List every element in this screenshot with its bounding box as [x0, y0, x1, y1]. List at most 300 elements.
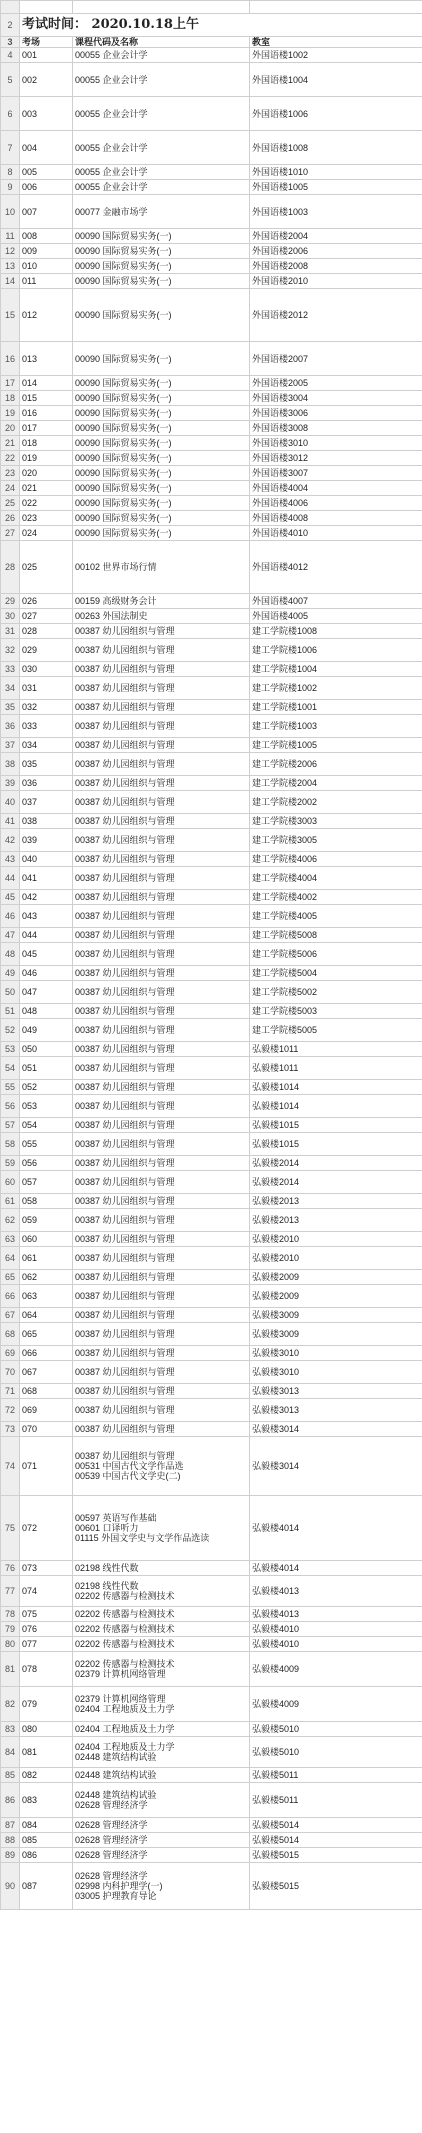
course-cell[interactable]: [73, 1783, 250, 1818]
row-number[interactable]: 70: [1, 1361, 20, 1384]
row-number[interactable]: 35: [1, 700, 20, 715]
course-cell[interactable]: [73, 526, 250, 541]
course-cell[interactable]: [73, 1637, 250, 1652]
row-number[interactable]: 10: [1, 195, 20, 229]
course-cell[interactable]: [73, 1768, 250, 1783]
room-cell[interactable]: 002: [20, 63, 73, 97]
classroom-cell[interactable]: 弘毅楼5015: [250, 1848, 422, 1863]
classroom-cell[interactable]: 弘毅楼3010: [250, 1346, 422, 1361]
room-cell[interactable]: 073: [20, 1561, 73, 1576]
classroom-cell[interactable]: 外国语楼1005: [250, 180, 422, 195]
room-cell[interactable]: 037: [20, 791, 73, 814]
room-cell[interactable]: 044: [20, 928, 73, 943]
classroom-cell[interactable]: 外国语楼3006: [250, 406, 422, 421]
row-number[interactable]: 25: [1, 496, 20, 511]
classroom-cell[interactable]: 弘毅楼3009: [250, 1323, 422, 1346]
classroom-cell[interactable]: 弘毅楼2009: [250, 1270, 422, 1285]
room-cell[interactable]: 008: [20, 229, 73, 244]
course-cell[interactable]: [73, 624, 250, 639]
course-cell[interactable]: [73, 1209, 250, 1232]
course-cell[interactable]: [73, 1622, 250, 1637]
row-number[interactable]: 47: [1, 928, 20, 943]
classroom-cell[interactable]: 外国语楼2010: [250, 274, 422, 289]
row-number[interactable]: 29: [1, 594, 20, 609]
row-number[interactable]: 12: [1, 244, 20, 259]
classroom-cell[interactable]: 弘毅楼3013: [250, 1399, 422, 1422]
course-cell[interactable]: [73, 662, 250, 677]
course-cell[interactable]: [73, 274, 250, 289]
classroom-cell[interactable]: 外国语楼3008: [250, 421, 422, 436]
row-number[interactable]: 80: [1, 1637, 20, 1652]
course-cell[interactable]: [73, 259, 250, 274]
course-cell[interactable]: [73, 1737, 250, 1768]
classroom-cell[interactable]: 弘毅楼3014: [250, 1422, 422, 1437]
classroom-cell[interactable]: 弘毅楼4013: [250, 1576, 422, 1607]
row-number[interactable]: 83: [1, 1722, 20, 1737]
classroom-cell[interactable]: 建工学院楼4006: [250, 852, 422, 867]
course-cell[interactable]: [73, 867, 250, 890]
room-cell[interactable]: 080: [20, 1722, 73, 1737]
row-number[interactable]: 48: [1, 943, 20, 966]
course-cell[interactable]: [73, 131, 250, 165]
classroom-cell[interactable]: 建工学院楼2006: [250, 753, 422, 776]
classroom-cell[interactable]: 弘毅楼3010: [250, 1361, 422, 1384]
row-number[interactable]: 79: [1, 1622, 20, 1637]
row-number[interactable]: 13: [1, 259, 20, 274]
course-cell[interactable]: [73, 1863, 250, 1910]
room-cell[interactable]: 078: [20, 1652, 73, 1687]
room-cell[interactable]: 051: [20, 1057, 73, 1080]
course-cell[interactable]: [73, 541, 250, 594]
row-number[interactable]: 34: [1, 677, 20, 700]
room-cell[interactable]: 012: [20, 289, 73, 342]
room-cell[interactable]: 043: [20, 905, 73, 928]
row-number[interactable]: 49: [1, 966, 20, 981]
course-cell[interactable]: [73, 1323, 250, 1346]
room-cell[interactable]: 053: [20, 1095, 73, 1118]
course-cell[interactable]: [73, 776, 250, 791]
room-cell[interactable]: 072: [20, 1496, 73, 1561]
classroom-cell[interactable]: 弘毅楼4010: [250, 1622, 422, 1637]
course-cell[interactable]: [73, 1607, 250, 1622]
cell[interactable]: [73, 1, 250, 14]
classroom-cell[interactable]: 建工学院楼5008: [250, 928, 422, 943]
classroom-cell[interactable]: 外国语楼2006: [250, 244, 422, 259]
room-cell[interactable]: 065: [20, 1323, 73, 1346]
classroom-cell[interactable]: 建工学院楼5006: [250, 943, 422, 966]
room-cell[interactable]: 033: [20, 715, 73, 738]
room-cell[interactable]: 084: [20, 1818, 73, 1833]
row-number[interactable]: 54: [1, 1057, 20, 1080]
row-number[interactable]: 67: [1, 1308, 20, 1323]
classroom-cell[interactable]: 弘毅楼1015: [250, 1133, 422, 1156]
classroom-cell[interactable]: 外国语楼1002: [250, 48, 422, 63]
row-number[interactable]: 20: [1, 421, 20, 436]
room-cell[interactable]: 022: [20, 496, 73, 511]
row-number[interactable]: 8: [1, 165, 20, 180]
classroom-cell[interactable]: 建工学院楼3003: [250, 814, 422, 829]
course-cell[interactable]: [73, 700, 250, 715]
course-cell[interactable]: [73, 1422, 250, 1437]
classroom-cell[interactable]: 弘毅楼5011: [250, 1768, 422, 1783]
course-cell[interactable]: [73, 1057, 250, 1080]
row-number[interactable]: 19: [1, 406, 20, 421]
classroom-cell[interactable]: 弘毅楼2013: [250, 1194, 422, 1209]
row-number[interactable]: 50: [1, 981, 20, 1004]
classroom-cell[interactable]: 弘毅楼2009: [250, 1285, 422, 1308]
row-number[interactable]: 74: [1, 1437, 20, 1496]
course-cell[interactable]: [73, 677, 250, 700]
course-cell[interactable]: [73, 1722, 250, 1737]
row-number[interactable]: 46: [1, 905, 20, 928]
classroom-cell[interactable]: 外国语楼1004: [250, 63, 422, 97]
room-cell[interactable]: 063: [20, 1285, 73, 1308]
course-cell[interactable]: [73, 165, 250, 180]
row-number[interactable]: 71: [1, 1384, 20, 1399]
room-cell[interactable]: 003: [20, 97, 73, 131]
row-number[interactable]: 23: [1, 466, 20, 481]
course-cell[interactable]: [73, 890, 250, 905]
course-cell[interactable]: [73, 97, 250, 131]
room-cell[interactable]: 009: [20, 244, 73, 259]
room-cell[interactable]: 026: [20, 594, 73, 609]
course-cell[interactable]: [73, 244, 250, 259]
row-number[interactable]: 21: [1, 436, 20, 451]
row-number[interactable]: 61: [1, 1194, 20, 1209]
room-cell[interactable]: 028: [20, 624, 73, 639]
room-cell[interactable]: 061: [20, 1247, 73, 1270]
classroom-cell[interactable]: 建工学院楼3005: [250, 829, 422, 852]
row-number[interactable]: 84: [1, 1737, 20, 1768]
row-number[interactable]: [1, 1, 20, 14]
header-course[interactable]: 课程代码及名称: [73, 37, 250, 48]
course-cell[interactable]: [73, 814, 250, 829]
row-number[interactable]: 85: [1, 1768, 20, 1783]
classroom-cell[interactable]: 外国语楼1008: [250, 131, 422, 165]
classroom-cell[interactable]: 外国语楼4005: [250, 609, 422, 624]
course-cell[interactable]: [73, 1399, 250, 1422]
classroom-cell[interactable]: 外国语楼3007: [250, 466, 422, 481]
row-number[interactable]: 7: [1, 131, 20, 165]
row-number[interactable]: 89: [1, 1848, 20, 1863]
room-cell[interactable]: 047: [20, 981, 73, 1004]
course-cell[interactable]: [73, 451, 250, 466]
classroom-cell[interactable]: 外国语楼1006: [250, 97, 422, 131]
classroom-cell[interactable]: 弘毅楼5015: [250, 1863, 422, 1910]
classroom-cell[interactable]: 弘毅楼5010: [250, 1737, 422, 1768]
classroom-cell[interactable]: 弘毅楼3009: [250, 1308, 422, 1323]
row-number[interactable]: 90: [1, 1863, 20, 1910]
classroom-cell[interactable]: 弘毅楼5014: [250, 1818, 422, 1833]
course-cell[interactable]: [73, 1019, 250, 1042]
classroom-cell[interactable]: 建工学院楼1006: [250, 639, 422, 662]
room-cell[interactable]: 081: [20, 1737, 73, 1768]
classroom-cell[interactable]: 弘毅楼2014: [250, 1156, 422, 1171]
room-cell[interactable]: 020: [20, 466, 73, 481]
course-cell[interactable]: [73, 829, 250, 852]
room-cell[interactable]: 046: [20, 966, 73, 981]
room-cell[interactable]: 032: [20, 700, 73, 715]
row-number[interactable]: 57: [1, 1118, 20, 1133]
classroom-cell[interactable]: 建工学院楼4002: [250, 890, 422, 905]
classroom-cell[interactable]: 建工学院楼1002: [250, 677, 422, 700]
row-number[interactable]: 45: [1, 890, 20, 905]
room-cell[interactable]: 031: [20, 677, 73, 700]
classroom-cell[interactable]: 弘毅楼1011: [250, 1057, 422, 1080]
row-number[interactable]: 76: [1, 1561, 20, 1576]
room-cell[interactable]: 007: [20, 195, 73, 229]
classroom-cell[interactable]: 弘毅楼2010: [250, 1232, 422, 1247]
room-cell[interactable]: 068: [20, 1384, 73, 1399]
classroom-cell[interactable]: 弘毅楼4013: [250, 1607, 422, 1622]
course-cell[interactable]: [73, 1652, 250, 1687]
classroom-cell[interactable]: 外国语楼3004: [250, 391, 422, 406]
room-cell[interactable]: 014: [20, 376, 73, 391]
course-cell[interactable]: [73, 342, 250, 376]
room-cell[interactable]: 087: [20, 1863, 73, 1910]
row-number[interactable]: 86: [1, 1783, 20, 1818]
classroom-cell[interactable]: 外国语楼4010: [250, 526, 422, 541]
course-cell[interactable]: [73, 466, 250, 481]
room-cell[interactable]: 083: [20, 1783, 73, 1818]
row-number[interactable]: 81: [1, 1652, 20, 1687]
row-number[interactable]: 36: [1, 715, 20, 738]
classroom-cell[interactable]: 外国语楼2007: [250, 342, 422, 376]
classroom-cell[interactable]: 弘毅楼4010: [250, 1637, 422, 1652]
course-cell[interactable]: [73, 1687, 250, 1722]
classroom-cell[interactable]: 外国语楼2004: [250, 229, 422, 244]
row-number[interactable]: 41: [1, 814, 20, 829]
course-cell[interactable]: [73, 1004, 250, 1019]
course-cell[interactable]: [73, 63, 250, 97]
title-cell[interactable]: [20, 14, 422, 37]
row-number[interactable]: 66: [1, 1285, 20, 1308]
classroom-cell[interactable]: 建工学院楼5004: [250, 966, 422, 981]
header-room[interactable]: 考场: [20, 37, 73, 48]
classroom-cell[interactable]: 弘毅楼1014: [250, 1080, 422, 1095]
room-cell[interactable]: 071: [20, 1437, 73, 1496]
course-cell[interactable]: [73, 1247, 250, 1270]
row-number[interactable]: 43: [1, 852, 20, 867]
row-number[interactable]: 27: [1, 526, 20, 541]
row-number[interactable]: 56: [1, 1095, 20, 1118]
course-cell[interactable]: [73, 421, 250, 436]
row-number[interactable]: 22: [1, 451, 20, 466]
row-number[interactable]: 82: [1, 1687, 20, 1722]
classroom-cell[interactable]: 建工学院楼1008: [250, 624, 422, 639]
room-cell[interactable]: 024: [20, 526, 73, 541]
row-number[interactable]: 33: [1, 662, 20, 677]
row-number[interactable]: 38: [1, 753, 20, 776]
classroom-cell[interactable]: 弘毅楼2010: [250, 1247, 422, 1270]
row-number[interactable]: 58: [1, 1133, 20, 1156]
course-cell[interactable]: [73, 966, 250, 981]
row-number[interactable]: 77: [1, 1576, 20, 1607]
room-cell[interactable]: 027: [20, 609, 73, 624]
course-cell[interactable]: [73, 1361, 250, 1384]
course-cell[interactable]: [73, 943, 250, 966]
classroom-cell[interactable]: 外国语楼3012: [250, 451, 422, 466]
row-number[interactable]: 42: [1, 829, 20, 852]
course-cell[interactable]: [73, 289, 250, 342]
classroom-cell[interactable]: 外国语楼4012: [250, 541, 422, 594]
room-cell[interactable]: 045: [20, 943, 73, 966]
row-number[interactable]: 51: [1, 1004, 20, 1019]
row-number[interactable]: 52: [1, 1019, 20, 1042]
classroom-cell[interactable]: 弘毅楼1015: [250, 1118, 422, 1133]
room-cell[interactable]: 055: [20, 1133, 73, 1156]
room-cell[interactable]: 062: [20, 1270, 73, 1285]
course-cell[interactable]: [73, 180, 250, 195]
room-cell[interactable]: 038: [20, 814, 73, 829]
classroom-cell[interactable]: 弘毅楼3014: [250, 1437, 422, 1496]
row-number[interactable]: 62: [1, 1209, 20, 1232]
row-number[interactable]: 9: [1, 180, 20, 195]
course-cell[interactable]: [73, 852, 250, 867]
room-cell[interactable]: 017: [20, 421, 73, 436]
course-cell[interactable]: [73, 1833, 250, 1848]
row-number[interactable]: 64: [1, 1247, 20, 1270]
classroom-cell[interactable]: 弘毅楼5010: [250, 1722, 422, 1737]
row-number[interactable]: 44: [1, 867, 20, 890]
room-cell[interactable]: 086: [20, 1848, 73, 1863]
course-cell[interactable]: [73, 1194, 250, 1209]
course-cell[interactable]: [73, 905, 250, 928]
room-cell[interactable]: 013: [20, 342, 73, 376]
room-cell[interactable]: 052: [20, 1080, 73, 1095]
room-cell[interactable]: 066: [20, 1346, 73, 1361]
course-cell[interactable]: [73, 715, 250, 738]
row-number[interactable]: 24: [1, 481, 20, 496]
classroom-cell[interactable]: 建工学院楼2002: [250, 791, 422, 814]
room-cell[interactable]: 058: [20, 1194, 73, 1209]
row-number[interactable]: 59: [1, 1156, 20, 1171]
course-cell[interactable]: [73, 791, 250, 814]
classroom-cell[interactable]: 弘毅楼4009: [250, 1687, 422, 1722]
row-number[interactable]: 11: [1, 229, 20, 244]
course-cell[interactable]: [73, 753, 250, 776]
room-cell[interactable]: 001: [20, 48, 73, 63]
course-cell[interactable]: [73, 1346, 250, 1361]
room-cell[interactable]: 085: [20, 1833, 73, 1848]
row-number[interactable]: 69: [1, 1346, 20, 1361]
course-cell[interactable]: [73, 195, 250, 229]
room-cell[interactable]: 018: [20, 436, 73, 451]
row-number[interactable]: 3: [1, 37, 20, 48]
row-number[interactable]: 14: [1, 274, 20, 289]
room-cell[interactable]: 004: [20, 131, 73, 165]
room-cell[interactable]: 076: [20, 1622, 73, 1637]
classroom-cell[interactable]: 外国语楼1010: [250, 165, 422, 180]
course-cell[interactable]: [73, 1384, 250, 1399]
room-cell[interactable]: 025: [20, 541, 73, 594]
course-cell[interactable]: [73, 1156, 250, 1171]
room-cell[interactable]: 069: [20, 1399, 73, 1422]
row-number[interactable]: 73: [1, 1422, 20, 1437]
row-number[interactable]: 6: [1, 97, 20, 131]
room-cell[interactable]: 079: [20, 1687, 73, 1722]
course-cell[interactable]: [73, 1437, 250, 1496]
classroom-cell[interactable]: 建工学院楼5005: [250, 1019, 422, 1042]
course-cell[interactable]: [73, 1576, 250, 1607]
course-cell[interactable]: [73, 229, 250, 244]
room-cell[interactable]: 011: [20, 274, 73, 289]
course-cell[interactable]: [73, 1095, 250, 1118]
classroom-cell[interactable]: 弘毅楼2014: [250, 1171, 422, 1194]
room-cell[interactable]: 035: [20, 753, 73, 776]
classroom-cell[interactable]: 建工学院楼1004: [250, 662, 422, 677]
room-cell[interactable]: 034: [20, 738, 73, 753]
row-number[interactable]: 87: [1, 1818, 20, 1833]
room-cell[interactable]: 059: [20, 1209, 73, 1232]
classroom-cell[interactable]: 外国语楼4006: [250, 496, 422, 511]
classroom-cell[interactable]: 建工学院楼1005: [250, 738, 422, 753]
row-number[interactable]: 88: [1, 1833, 20, 1848]
row-number[interactable]: 65: [1, 1270, 20, 1285]
room-cell[interactable]: 039: [20, 829, 73, 852]
classroom-cell[interactable]: 建工学院楼4004: [250, 867, 422, 890]
course-cell[interactable]: [73, 496, 250, 511]
classroom-cell[interactable]: 外国语楼4008: [250, 511, 422, 526]
row-number[interactable]: 2: [1, 14, 20, 37]
classroom-cell[interactable]: 建工学院楼1003: [250, 715, 422, 738]
row-number[interactable]: 28: [1, 541, 20, 594]
row-number[interactable]: 17: [1, 376, 20, 391]
classroom-cell[interactable]: 弘毅楼4014: [250, 1561, 422, 1576]
room-cell[interactable]: 082: [20, 1768, 73, 1783]
room-cell[interactable]: 075: [20, 1607, 73, 1622]
room-cell[interactable]: 030: [20, 662, 73, 677]
course-cell[interactable]: [73, 1133, 250, 1156]
classroom-cell[interactable]: 外国语楼4004: [250, 481, 422, 496]
row-number[interactable]: 40: [1, 791, 20, 814]
row-number[interactable]: 68: [1, 1323, 20, 1346]
classroom-cell[interactable]: 弘毅楼1014: [250, 1095, 422, 1118]
course-cell[interactable]: [73, 1270, 250, 1285]
course-cell[interactable]: [73, 928, 250, 943]
room-cell[interactable]: 048: [20, 1004, 73, 1019]
course-cell[interactable]: [73, 639, 250, 662]
classroom-cell[interactable]: 建工学院楼4005: [250, 905, 422, 928]
classroom-cell[interactable]: 外国语楼2005: [250, 376, 422, 391]
room-cell[interactable]: 040: [20, 852, 73, 867]
row-number[interactable]: 72: [1, 1399, 20, 1422]
cell[interactable]: [250, 1, 422, 14]
row-number[interactable]: 63: [1, 1232, 20, 1247]
row-number[interactable]: 31: [1, 624, 20, 639]
course-cell[interactable]: [73, 1042, 250, 1057]
room-cell[interactable]: 057: [20, 1171, 73, 1194]
row-number[interactable]: 4: [1, 48, 20, 63]
course-cell[interactable]: [73, 391, 250, 406]
course-cell[interactable]: [73, 1171, 250, 1194]
course-cell[interactable]: [73, 981, 250, 1004]
row-number[interactable]: 5: [1, 63, 20, 97]
row-number[interactable]: 60: [1, 1171, 20, 1194]
room-cell[interactable]: 064: [20, 1308, 73, 1323]
classroom-cell[interactable]: 外国语楼1003: [250, 195, 422, 229]
row-number[interactable]: 55: [1, 1080, 20, 1095]
course-cell[interactable]: [73, 1308, 250, 1323]
room-cell[interactable]: 049: [20, 1019, 73, 1042]
room-cell[interactable]: 015: [20, 391, 73, 406]
course-cell[interactable]: [73, 738, 250, 753]
room-cell[interactable]: 070: [20, 1422, 73, 1437]
header-classroom[interactable]: 教室: [250, 37, 422, 48]
room-cell[interactable]: 074: [20, 1576, 73, 1607]
room-cell[interactable]: 016: [20, 406, 73, 421]
course-cell[interactable]: [73, 376, 250, 391]
